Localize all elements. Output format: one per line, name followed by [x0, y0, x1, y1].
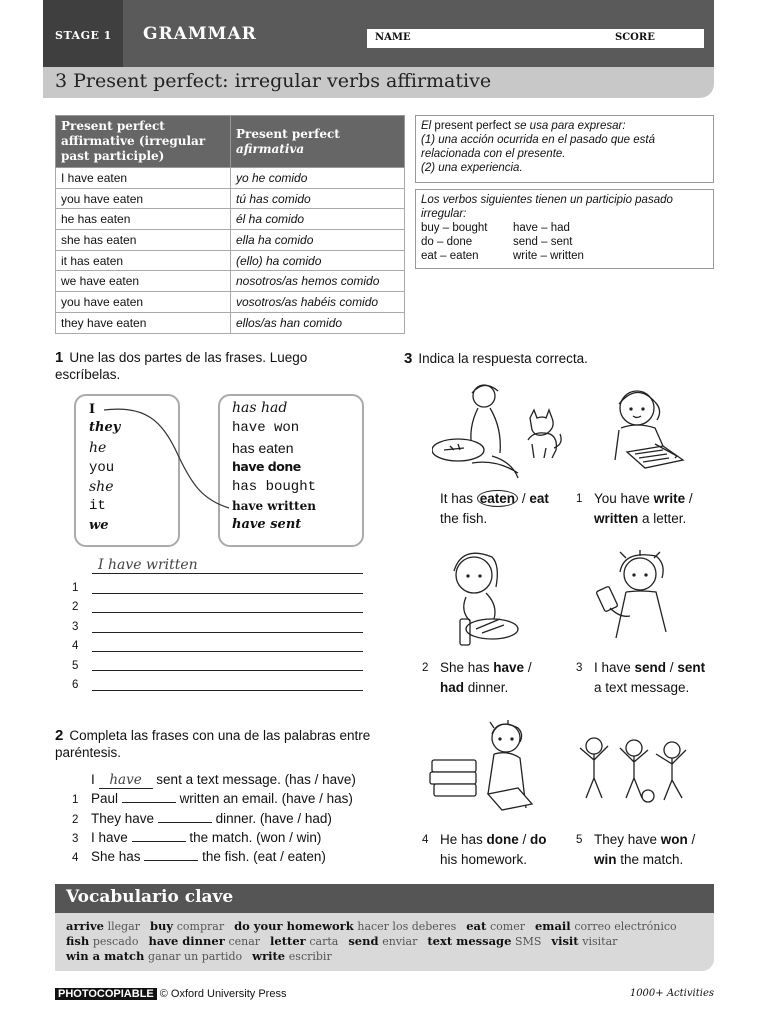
column-header: Present perfect affirmative (irregular past participle): [56, 116, 231, 168]
verb-pair: buy – bought: [421, 222, 488, 234]
answer-line[interactable]: [92, 632, 363, 633]
matching-line: [100, 400, 235, 515]
fill-blank[interactable]: [144, 849, 198, 861]
stage-label: STAGE 1: [55, 29, 112, 42]
vocab-item: [270, 934, 338, 949]
girl-having-dinner-illustration: [436, 545, 526, 650]
predicate-word[interactable]: has eaten: [232, 440, 294, 456]
sentence-item: 3 I have the match. (won / win): [72, 830, 322, 845]
table-row: [56, 312, 405, 333]
vocab-spanish: comer: [489, 920, 525, 933]
score-label: SCORE: [615, 32, 655, 43]
sentence-item: 1 Paul written an email. (have / has): [72, 791, 353, 806]
choice-option[interactable]: have: [493, 660, 525, 675]
english-form: it has eaten: [56, 250, 231, 271]
predicate-word[interactable]: have done: [232, 459, 301, 474]
english-form: they have eaten: [56, 312, 231, 333]
exercise-2-heading: 2 Completa las frases con una de las palabras entre paréntesis.: [55, 727, 371, 760]
name-label: NAME: [375, 32, 411, 43]
page-footer: [55, 988, 714, 1000]
section-title: GRAMMAR: [143, 24, 257, 44]
vocab-english: buy: [150, 919, 174, 933]
vocab-english: eat: [466, 919, 487, 933]
example-sentence: I have sent a text message. (has / have): [91, 772, 356, 788]
vocab-item: [551, 934, 617, 949]
girl-writing-letter-illustration: [597, 382, 687, 477]
answer-line[interactable]: [92, 651, 363, 652]
vocab-english: write: [252, 949, 286, 963]
english-form: you have eaten: [56, 292, 231, 313]
sentence-item: 4 She has the fish. (eat / eaten): [72, 849, 326, 864]
subject-word[interactable]: you: [89, 460, 115, 476]
table-row: [56, 209, 405, 230]
answer-line[interactable]: [92, 690, 363, 691]
choice-item: 1 You have write / written a letter.: [576, 491, 693, 526]
circled-answer: eaten: [477, 490, 518, 507]
spanish-form: vosotros/as habéis comido: [231, 292, 405, 313]
line-number: 5: [72, 660, 79, 672]
irregular-verbs-note: [415, 189, 714, 269]
fill-blank[interactable]: [132, 830, 186, 842]
conjugation-table: [55, 115, 405, 334]
table-row: [56, 168, 405, 189]
choice-option[interactable]: send: [634, 660, 667, 675]
vocab-item: [348, 934, 417, 949]
vocab-english: send: [348, 934, 379, 948]
english-form: I have eaten: [56, 168, 231, 189]
sentence-item: 2 They have dinner. (have / had): [72, 811, 332, 826]
subject-word[interactable]: they: [89, 420, 121, 435]
name-score-field[interactable]: [367, 29, 704, 48]
table-row: [56, 230, 405, 251]
fill-blank[interactable]: [158, 811, 212, 823]
exercise-3-instruction: Indica la respuesta correcta.: [418, 351, 588, 366]
answer-line[interactable]: [92, 573, 363, 574]
spanish-form: tú has comido: [231, 188, 405, 209]
lesson-title-bar: [43, 67, 714, 98]
column-header: Present perfect afirmativa: [231, 116, 405, 168]
verb-pair: have – had: [513, 222, 570, 234]
choice-item: 4 He has done / do his homework.: [422, 832, 547, 867]
example-caption: It has eaten / eat the fish.: [440, 491, 549, 526]
spanish-form: ella ha comido: [231, 230, 405, 251]
vocab-spanish: pescado: [92, 935, 139, 948]
line-number: 1: [72, 582, 79, 594]
choice-option[interactable]: sent: [677, 660, 706, 675]
usage-point-1: (1) una acción ocurrida en el pasado que está relacionada con el presente.: [421, 134, 655, 160]
vocab-spanish: hacer los deberes: [357, 920, 457, 933]
choice-item: 3 I have send / sent a text message.: [576, 660, 706, 695]
vocab-spanish: enviar: [382, 935, 418, 948]
table-row: [56, 188, 405, 209]
vocab-english: visit: [551, 934, 579, 948]
vocab-spanish: visitar: [582, 935, 618, 948]
verb-pair: write – written: [513, 250, 584, 262]
usage-intro: El present perfect se usa para expresar:: [421, 120, 626, 132]
subject-word[interactable]: she: [89, 479, 114, 495]
vocab-spanish: ganar un partido: [148, 950, 243, 963]
subject-word[interactable]: I: [89, 402, 96, 417]
spanish-form: ellos/as han comido: [231, 312, 405, 333]
vocab-english: text message: [427, 934, 512, 948]
vocab-item: [535, 919, 677, 934]
choice-option[interactable]: won: [660, 832, 688, 847]
answer-line[interactable]: [92, 612, 363, 613]
vocab-item: [234, 919, 456, 934]
lesson-title: 3 Present perfect: irregular verbs affirmative: [55, 70, 492, 92]
subject-word[interactable]: we: [89, 518, 109, 533]
choice-option[interactable]: written: [594, 511, 639, 526]
spanish-form: él ha comido: [231, 209, 405, 230]
line-number: 6: [72, 679, 79, 691]
vocab-spanish: carta: [309, 935, 339, 948]
choice-option[interactable]: win: [594, 852, 617, 867]
vocab-item: [466, 919, 525, 934]
verb-pairs: [421, 221, 708, 263]
english-form: she has eaten: [56, 230, 231, 251]
vocab-english: win a match: [66, 949, 145, 963]
predicate-word[interactable]: have sent: [232, 517, 302, 532]
publisher-credit: © Oxford University Press: [159, 988, 287, 1000]
vocab-english: letter: [270, 934, 306, 948]
vocab-english: have dinner: [148, 934, 225, 948]
series-name: 1000+ Activities: [629, 988, 714, 999]
table-row: [56, 292, 405, 313]
vocab-spanish: SMS: [515, 935, 542, 948]
example-answer: have: [99, 772, 153, 789]
boy-doing-homework-illustration: [428, 720, 558, 820]
choice-option[interactable]: had: [440, 680, 465, 695]
choice-option[interactable]: write: [653, 491, 686, 506]
vocab-spanish: comprar: [176, 920, 225, 933]
vocabulary-list: [55, 913, 714, 971]
vocabulary-title: Vocabulario clave: [66, 887, 234, 907]
table-row: [56, 250, 405, 271]
exercise-1-instruction: Une las dos partes de las frases. Luego escríbelas.: [55, 350, 308, 382]
girl-eating-fish-cat-illustration: [432, 378, 562, 480]
spanish-form: nosotros/as hemos comido: [231, 271, 405, 292]
vocab-english: fish: [66, 934, 90, 948]
vocab-item: [66, 949, 242, 964]
exercise-3-heading: 3 Indica la respuesta correcta.: [404, 350, 588, 367]
verb-pair: eat – eaten: [421, 250, 479, 262]
vocab-item: [252, 949, 332, 964]
exercise-1-heading: 1 Une las dos partes de las frases. Luego escríbelas.: [55, 349, 308, 382]
table-header-row: [56, 116, 405, 168]
fill-blank[interactable]: [122, 791, 176, 803]
girl-texting-illustration: [596, 548, 686, 646]
answer-line[interactable]: [92, 670, 363, 671]
irregular-intro: Los verbos siguientes tienen un participio pasado irregular:: [421, 194, 673, 220]
vocab-spanish: llegar: [107, 920, 140, 933]
usage-point-2: (2) una experiencia.: [421, 162, 523, 174]
table-row: [56, 271, 405, 292]
usage-note: [415, 115, 714, 183]
vocab-spanish: correo electrónico: [574, 920, 677, 933]
vocab-spanish: cenar: [228, 935, 261, 948]
photocopiable-badge: PHOTOCOPIABLE: [55, 988, 157, 1000]
verb-pair: do – done: [421, 236, 473, 248]
vocab-item: [148, 934, 260, 949]
subject-word[interactable]: it: [89, 498, 106, 514]
answer-line[interactable]: [92, 593, 363, 594]
vocab-item: [150, 919, 224, 934]
spanish-form: yo he comido: [231, 168, 405, 189]
spanish-form: (ello) ha comido: [231, 250, 405, 271]
exercise-2-instruction: Completa las frases con una de las palabras entre paréntesis.: [55, 728, 371, 760]
choice-item: 2 She has have / had dinner.: [422, 660, 532, 695]
predicate-word[interactable]: have won: [232, 420, 300, 436]
line-number: 4: [72, 640, 79, 652]
vocabulary-header: [55, 884, 714, 913]
predicate-word[interactable]: have written: [232, 499, 316, 513]
stage-badge: [43, 0, 123, 67]
kids-celebrating-illustration: [576, 732, 691, 810]
predicate-word[interactable]: has had: [232, 400, 288, 416]
line-number: 3: [72, 621, 79, 633]
verb-pair: send – sent: [513, 236, 573, 248]
vocab-item: [66, 934, 138, 949]
english-form: we have eaten: [56, 271, 231, 292]
line-number: 2: [72, 601, 79, 613]
vocab-item: [427, 934, 541, 949]
english-form: he has eaten: [56, 209, 231, 230]
choice-option[interactable]: do: [530, 832, 547, 847]
subject-word[interactable]: he: [89, 440, 107, 456]
example-answer: I have written: [98, 557, 198, 573]
vocab-item: [66, 919, 140, 934]
vocab-english: do your homework: [234, 919, 354, 933]
choice-option[interactable]: done: [486, 832, 519, 847]
english-form: you have eaten: [56, 188, 231, 209]
choice-item: 5 They have won / win the match.: [576, 832, 696, 867]
vocab-english: email: [534, 919, 571, 933]
worksheet-header: [43, 0, 714, 67]
vocab-spanish: escribir: [288, 950, 332, 963]
vocab-english: arrive: [66, 919, 104, 933]
predicate-word[interactable]: has bought: [232, 479, 317, 495]
